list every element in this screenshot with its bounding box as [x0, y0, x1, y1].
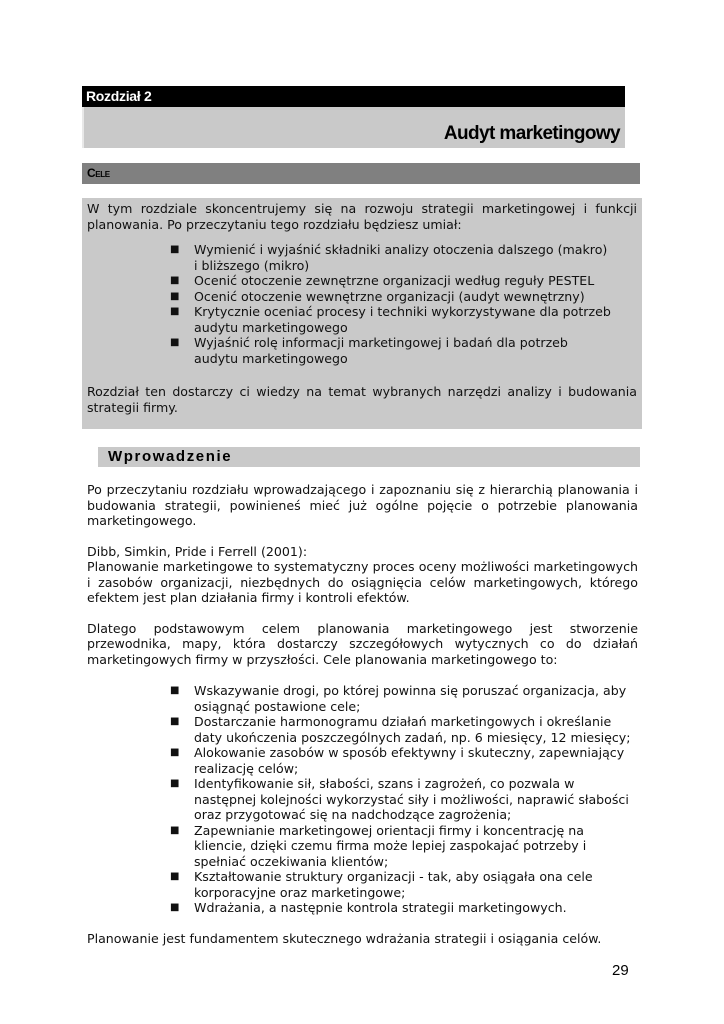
- goals-list-item: ■ Kształtowanie struktury organizacji - tak, aby osiągała ona cele korporacyjne oraz marketingowe;: [170, 869, 593, 900]
- introduction-paragraph-1: Po przeczytaniu rozdziału wprowadzającego i zapoznaniu się z hierarchią planowania i budowania strategii, powinieneś mieć już ogólne pojęcie o potrzebie planowania marketingowego.: [87, 482, 638, 528]
- objectives-list: [87, 242, 614, 366]
- bullet-icon: ■: [170, 778, 180, 789]
- definition-paragraph: Planowanie marketingowe to systematyczny proces oceny możliwości marketingowych i zasobów organizacji, niezbędnych do osiągnięcia celów marketingowych, którego efektem jest plan działania firmy i kontroli efektów.: [87, 559, 638, 605]
- page-number: 29: [612, 962, 629, 979]
- bullet-icon: ■: [170, 902, 180, 913]
- objectives-list-item: ■ Ocenić otoczenie wewnętrzne organizacji (audyt wewnętrzny): [170, 288, 585, 304]
- goals-list-item: ■ Wskazywanie drogi, po której powinna się poruszać organizacja, aby osiągnąć postawione cele;: [170, 683, 627, 714]
- goals-list-item: ■ Dostarczanie harmonogramu działań marketingowych i określanie daty ukończenia poszczególnych zadań, np. 6 miesięcy, 12 miesięcy;: [170, 714, 631, 745]
- bullet-icon: ■: [170, 275, 180, 286]
- citation: Dibb, Simkin, Pride i Ferrell (2001):: [87, 543, 308, 559]
- bullet-icon: ■: [170, 244, 180, 255]
- conclusion: Planowanie jest fundamentem skutecznego wdrażania strategii i osiągania celów.: [87, 930, 602, 946]
- objectives-box: [82, 198, 642, 429]
- chapter-label: Rozdział 2: [82, 86, 625, 107]
- goals-list-item: ■ Wdrażania, a następnie kontrola strategii marketingowych.: [170, 900, 567, 915]
- objectives-list-item: ■ Wymienić i wyjaśnić składniki analizy otoczenia dalszego (makro) i bliższego (mikro): [170, 242, 608, 273]
- chapter-title: Audyt marketingowy: [443, 123, 620, 144]
- bullet-icon: ■: [170, 337, 180, 348]
- objectives-list-item: ■ Wyjaśnić rolę informacji marketingowej i badań dla potrzeb audytu marketingowego: [170, 335, 568, 366]
- objectives-closing: Rozdział ten dostarczy ci wiedzy na temat wybranych narzędzi analizy i budowania strategii firmy.: [87, 384, 637, 415]
- objectives-heading: Cele: [82, 163, 640, 184]
- goals-list-item: ■ Zapewnianie marketingowej orientacji firmy i koncentrację na kliencie, dzięki czemu firma może lepiej zaspokajać potrzeby i spełniać oczekiwania klientów;: [170, 822, 587, 869]
- bullet-icon: ■: [170, 306, 180, 317]
- goals-list-item: ■ Alokowanie zasobów w sposób efektywny i skuteczny, zapewniający realizację celów;: [170, 745, 625, 776]
- introduction-heading: Wprowadzenie: [98, 447, 640, 467]
- goals-list-item: ■ Identyfikowanie sił, słabości, szans i zagrożeń, co pozwala w następnej kolejności wykorzystać siły i możliwości, naprawić słabości oraz przygotować się na nadchodzące zagrożenia;: [170, 776, 629, 822]
- bullet-icon: ■: [170, 871, 180, 882]
- bullet-icon: ■: [170, 685, 180, 696]
- goals-list: [87, 683, 634, 916]
- bullet-icon: ■: [170, 716, 180, 727]
- bullet-icon: ■: [170, 290, 180, 302]
- objectives-intro: W tym rozdziale skoncentrujemy się na rozwoju strategii marketingowej i funkcji planowania. Po przeczytaniu tego rozdziału będziesz umiał:: [87, 201, 637, 232]
- objectives-list-item: ■ Krytycznie oceniać procesy i techniki wykorzystywane dla potrzeb audytu marketingowego: [170, 304, 611, 335]
- introduction-paragraph-2: Dlatego podstawowym celem planowania marketingowego jest stworzenie przewodnika, mapy, która dostarczy szczegółowych wytycznych co do działań marketingowych firmy w przyszłości. Cele planowania marketingowego to:: [87, 620, 638, 667]
- bullet-icon: ■: [170, 824, 180, 836]
- introduction-body: [87, 482, 638, 946]
- chapter-title-bar: [82, 107, 625, 148]
- bullet-icon: ■: [170, 747, 180, 758]
- objectives-list-item: ■ Ocenić otoczenie zewnętrzne organizacji według reguły PESTEL: [170, 273, 595, 288]
